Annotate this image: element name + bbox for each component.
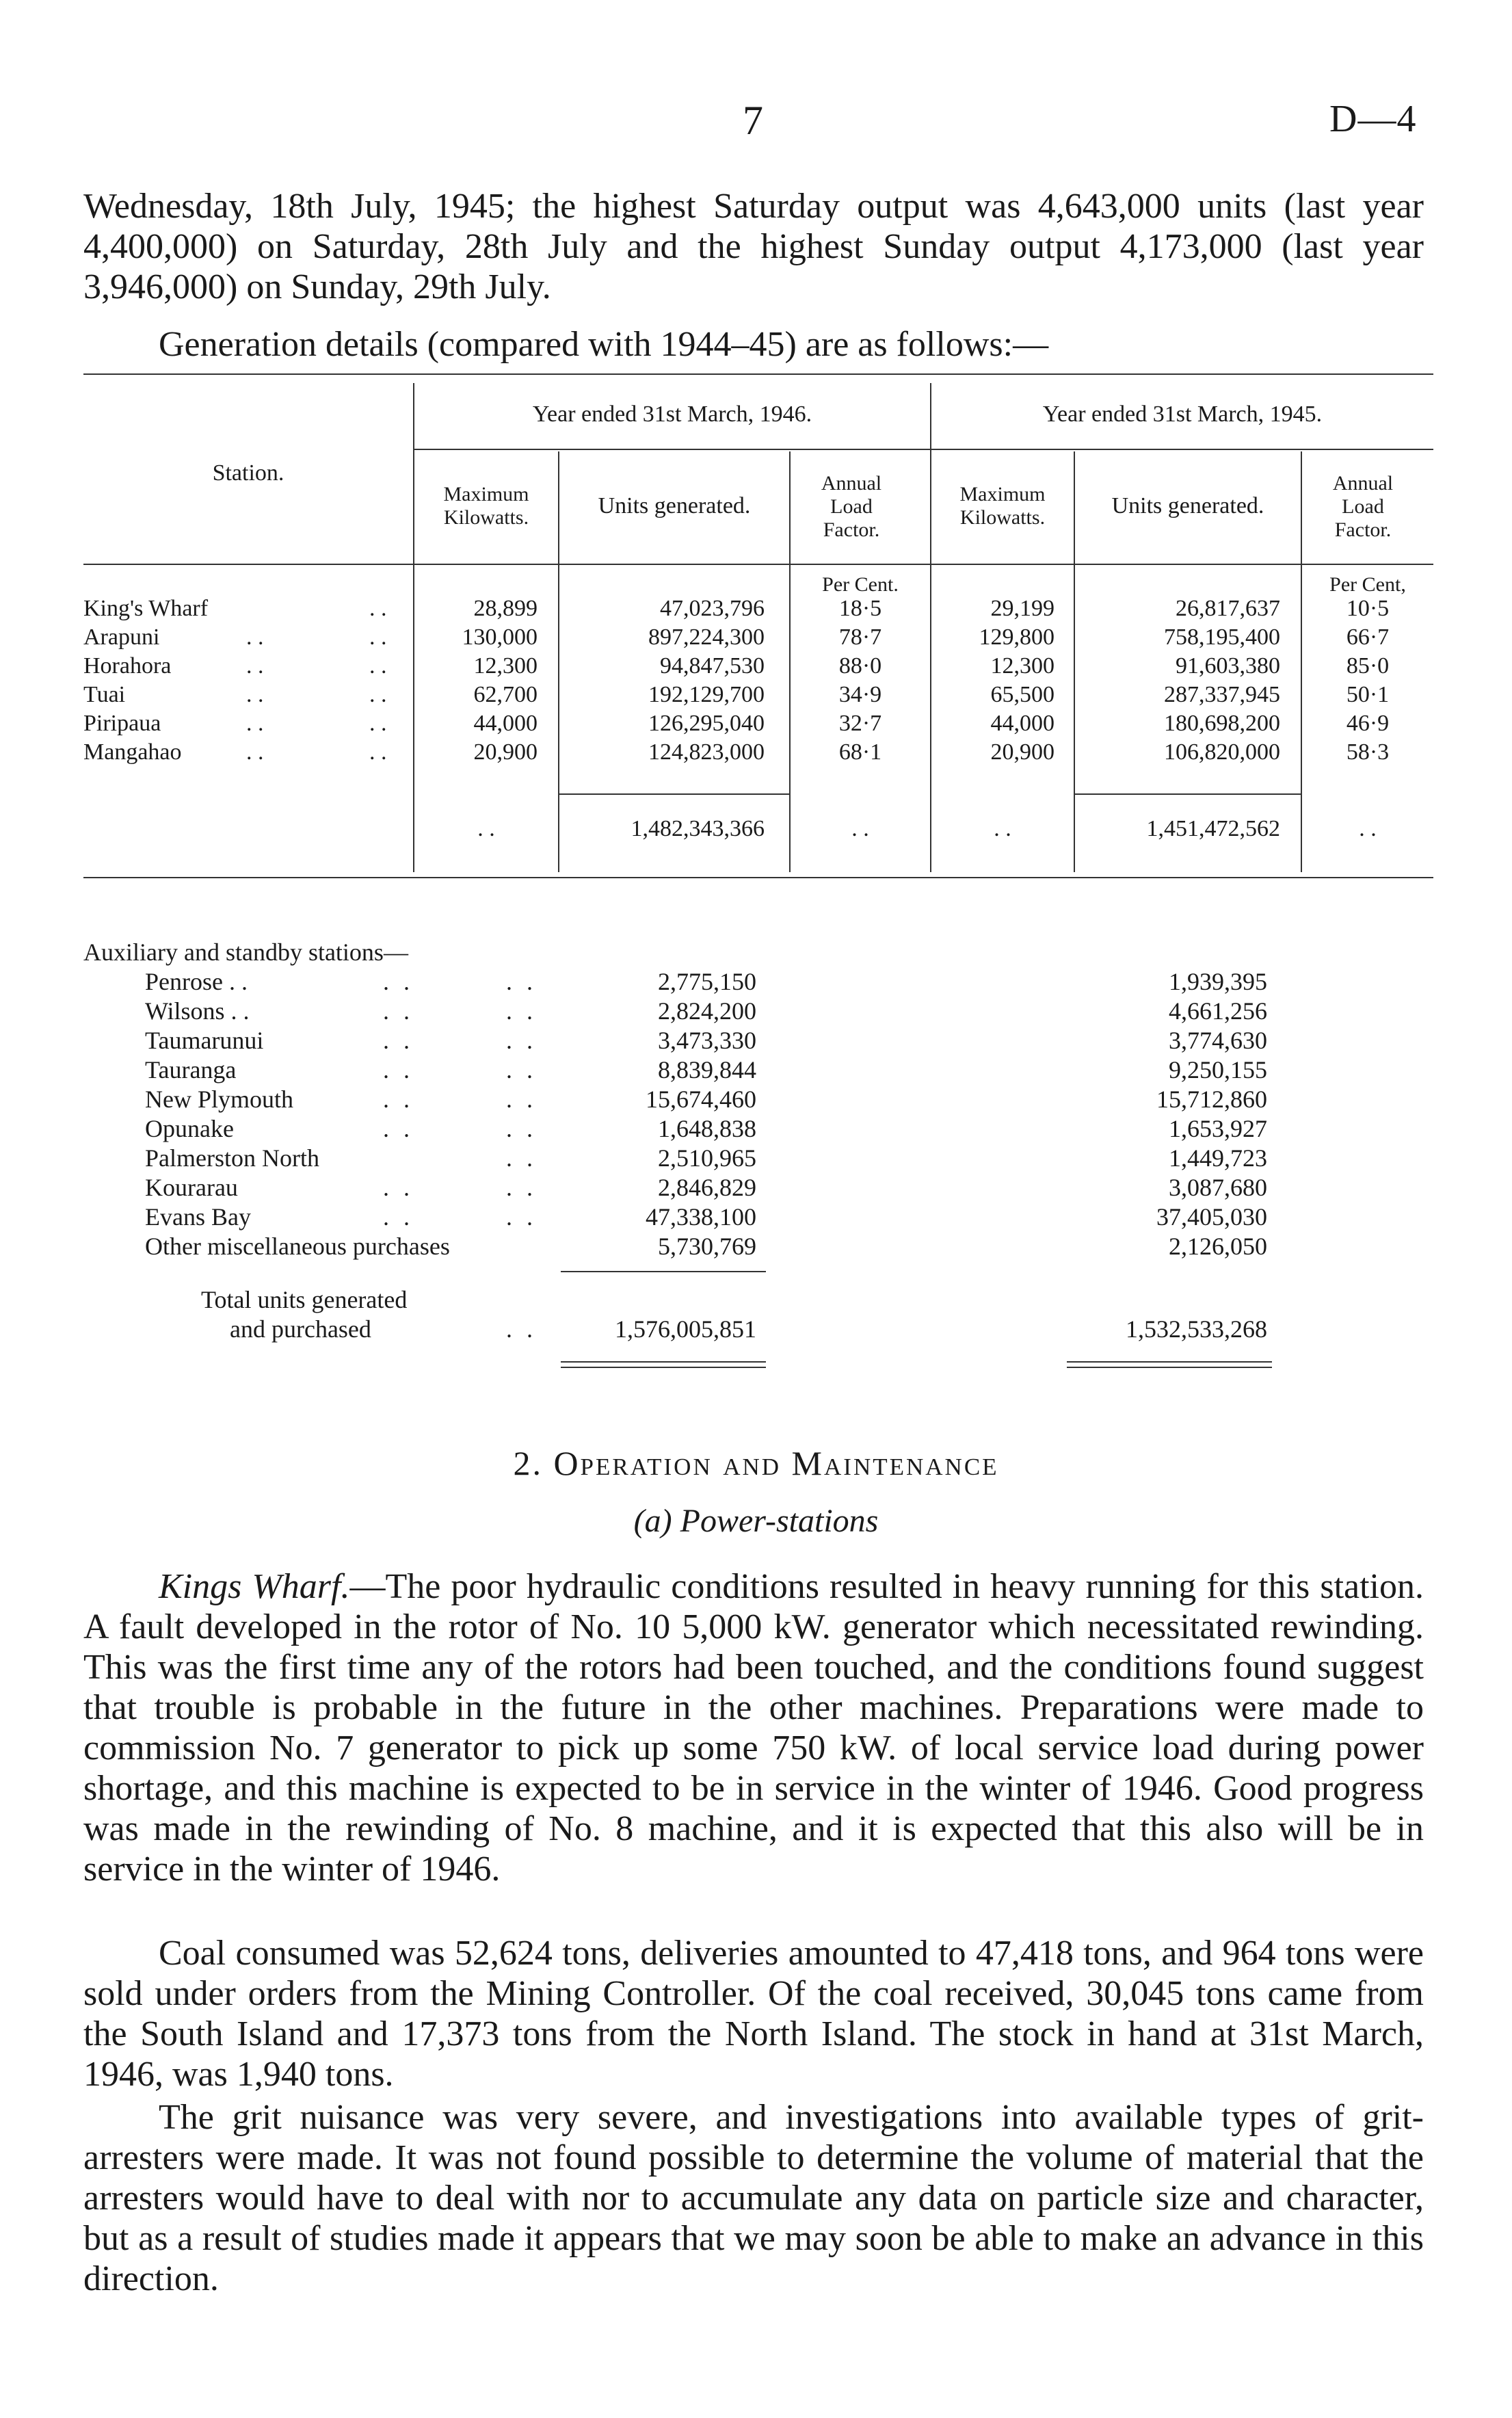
leader-dots: . . <box>506 968 537 995</box>
section-heading: 2. Operation and Maintenance <box>513 1444 999 1482</box>
station-name: Horahora <box>83 653 172 679</box>
table-row <box>0 1055 1512 1085</box>
station-name: Arapuni <box>83 625 160 650</box>
table-row <box>0 1144 1512 1173</box>
load-factor-1946: 78·7 <box>838 625 882 650</box>
aux-value-1945: 3,774,630 <box>1169 1027 1267 1054</box>
units-1946: 124,823,000 <box>648 739 765 765</box>
leader-dots: . . <box>506 1115 537 1142</box>
leader-dots: . . <box>383 1086 414 1113</box>
period-1945-header: Year ended 31st March, 1945. <box>1042 402 1323 427</box>
aux-station-name: Evans Bay <box>145 1203 251 1231</box>
load-factor-1945: 50·1 <box>1346 682 1390 707</box>
station-header: Station. <box>212 460 284 486</box>
leader-dots: . . <box>506 1027 537 1054</box>
station-name: King's Wharf <box>83 596 209 621</box>
leader-dots: . . <box>506 997 537 1025</box>
units-1945: 106,820,000 <box>1164 739 1280 765</box>
leader-dots: . . <box>383 1115 414 1142</box>
aux-value-1946: 2,824,200 <box>658 997 756 1025</box>
kings-wharf-text: —The poor hydraulic conditions resulted in heavy running for this station. A fault developed in the rotor of No. 10 5,000 kW. generator which necessitated rewinding. This was the first time any of the rotors had been touched, and the conditions found suggest that trouble is probable in the future in the other machines. Preparations were made to commission No. 7 generator to pick up some 750 kW. of local service load during power shortage, and this machine is expected to be in service in the winter of 1946. Good progress was made in the rewinding of No. 8 machine, and it is expected that this also will be in service in the winter of 1946. <box>83 1567 1424 1889</box>
units-1946: 126,295,040 <box>648 711 765 736</box>
max-kw-1946: 12,300 <box>473 653 538 679</box>
total-label-line-2: and purchased <box>230 1315 371 1343</box>
total-lf-1946-dots: . . <box>851 816 869 841</box>
units-1946: 47,023,796 <box>660 596 765 621</box>
load-factor-header-1945: Annual Load Factor. <box>1332 472 1394 541</box>
units-1945: 287,337,945 <box>1164 682 1280 707</box>
units-1946: 897,224,300 <box>648 625 765 650</box>
max-kw-1946: 20,900 <box>473 739 538 765</box>
leader-dots: . . <box>383 997 414 1025</box>
load-factor-1945: 85·0 <box>1346 653 1390 679</box>
max-kw-1945: 20,900 <box>990 739 1055 765</box>
coal-paragraph: Coal consumed was 52,624 tons, deliveries amounted to 47,418 tons, and 964 tons were sold under orders from the Mining Controller. Of the coal received, 30,045 tons came from the South Island and 17,373 tons from the North Island. The stock in hand at 31st March, 1946, was 1,940 tons. <box>83 1934 1424 2094</box>
aux-station-name: Penrose . . <box>145 968 248 995</box>
header-bottom-rule <box>83 564 1433 565</box>
max-kw-1945: 29,199 <box>990 596 1055 621</box>
load-factor-1946: 68·1 <box>838 739 882 765</box>
table-row <box>0 1232 1512 1261</box>
generation-intro: Generation details (compared with 1944–45) are as follows:— <box>159 325 1049 364</box>
aux-value-1945: 2,126,050 <box>1169 1233 1267 1260</box>
units-1945: 91,603,380 <box>1176 653 1280 679</box>
table-row <box>0 1085 1512 1114</box>
load-factor-1945: 46·9 <box>1346 711 1390 736</box>
table-row <box>0 997 1512 1026</box>
max-kw-1946: 28,899 <box>473 596 538 621</box>
aux-total-underline-1946 <box>561 1361 766 1363</box>
aux-value-1945: 9,250,155 <box>1169 1056 1267 1083</box>
aux-value-1946: 47,338,100 <box>646 1203 756 1231</box>
load-factor-1946: 34·9 <box>838 682 882 707</box>
leader-dots: . . <box>369 711 387 736</box>
leader-dots: . . <box>506 1086 537 1113</box>
aux-total-underline-1946b <box>561 1367 766 1368</box>
aux-total-underline-1945b <box>1067 1367 1272 1368</box>
leader-dots: . . <box>369 739 387 765</box>
aux-value-1945: 3,087,680 <box>1169 1174 1267 1201</box>
table-row <box>0 1026 1512 1055</box>
units-1946: 94,847,530 <box>660 653 765 679</box>
aux-value-1946: 1,648,838 <box>658 1115 756 1142</box>
document-reference: D—4 <box>1329 98 1417 140</box>
totals-rule-1945 <box>1075 793 1301 795</box>
max-kw-1945: 44,000 <box>990 711 1055 736</box>
grit-paragraph: The grit nuisance was very severe, and investigations into available types of grit-arresters were made. It was not found possible to determine the volume of material that the arresters would have to deal with nor to accumulate any data on particle size and character, but as a result of studies made it appears that we may soon be able to make an advance in this direction. <box>83 2098 1424 2298</box>
units-1946: 192,129,700 <box>648 682 765 707</box>
aux-total-row <box>0 1315 1512 1344</box>
table-bottom-rule <box>83 877 1433 878</box>
page-number: 7 <box>743 98 763 143</box>
aux-value-1945: 1,449,723 <box>1169 1144 1267 1172</box>
aux-value-1946: 2,510,965 <box>658 1144 756 1172</box>
aux-value-1945: 1,653,927 <box>1169 1115 1267 1142</box>
total-lf-1945-dots: . . <box>1359 816 1377 841</box>
load-factor-1945: 58·3 <box>1346 739 1390 765</box>
table-row <box>0 1114 1512 1144</box>
leader-dots: . . <box>369 653 387 679</box>
station-name: Piripaua <box>83 711 161 736</box>
per-cent-label-1945: Per Cent, <box>1329 573 1406 596</box>
period-1946-header: Year ended 31st March, 1946. <box>532 402 812 427</box>
leader-dots: . . <box>383 1203 414 1231</box>
leader-dots: . . <box>506 1315 537 1343</box>
aux-value-1946: 15,674,460 <box>646 1086 756 1113</box>
aux-station-name: Tauranga <box>145 1056 237 1083</box>
aux-total-1946: 1,576,005,851 <box>615 1315 756 1343</box>
period-rule <box>413 449 1433 450</box>
aux-value-1945: 15,712,860 <box>1156 1086 1267 1113</box>
table-row <box>0 967 1512 997</box>
units-1945: 180,698,200 <box>1164 711 1280 736</box>
kings-wharf-lead: Kings Wharf. <box>159 1567 350 1606</box>
units-header-1945: Units generated. <box>1111 493 1264 518</box>
leader-dots: . . <box>383 968 414 995</box>
load-factor-1946: 88·0 <box>838 653 882 679</box>
load-factor-1946: 32·7 <box>838 711 882 736</box>
aux-station-name: Opunake <box>145 1115 234 1142</box>
aux-total-1945: 1,532,533,268 <box>1126 1315 1267 1343</box>
aux-value-1945: 4,661,256 <box>1169 997 1267 1025</box>
aux-station-name: Kourarau <box>145 1174 238 1201</box>
leader-dots: . . <box>369 682 387 707</box>
aux-value-1945: 1,939,395 <box>1169 968 1267 995</box>
table-row <box>0 1173 1512 1203</box>
table-row <box>0 1203 1512 1232</box>
aux-value-1946: 3,473,330 <box>658 1027 756 1054</box>
aux-value-1946: 5,730,769 <box>658 1233 756 1260</box>
leader-dots: . . <box>369 596 387 621</box>
leader-dots: . . <box>246 625 264 650</box>
total-label-line-1: Total units generated <box>201 1286 408 1313</box>
max-kw-1945: 65,500 <box>990 682 1055 707</box>
leader-dots: . . <box>506 1174 537 1201</box>
aux-total-rule-1946 <box>561 1271 766 1272</box>
aux-value-1946: 2,846,829 <box>658 1174 756 1201</box>
units-header-1946: Units generated. <box>598 493 751 518</box>
load-factor-1946: 18·5 <box>838 596 882 621</box>
aux-total-underline-1945 <box>1067 1361 1272 1363</box>
aux-value-1945: 37,405,030 <box>1156 1203 1267 1231</box>
aux-station-name: Wilsons . . <box>145 997 250 1025</box>
max-kw-1946: 130,000 <box>462 625 538 650</box>
leader-dots: . . <box>369 625 387 650</box>
max-kw-1946: 62,700 <box>473 682 538 707</box>
aux-station-name: New Plymouth <box>145 1086 294 1113</box>
units-1945: 758,195,400 <box>1164 625 1280 650</box>
total-units-1945: 1,451,472,562 <box>1146 816 1280 841</box>
aux-value-1946: 2,775,150 <box>658 968 756 995</box>
leader-dots: . . <box>246 711 264 736</box>
leader-dots: . . <box>246 653 264 679</box>
subsection-heading: (a) Power-stations <box>633 1503 879 1539</box>
leader-dots: . . <box>506 1203 537 1231</box>
station-name: Mangahao <box>83 739 182 765</box>
table-top-rule <box>83 373 1433 375</box>
intro-paragraph: Wednesday, 18th July, 1945; the highest Saturday output was 4,643,000 units (last year 4,400,000) on Saturday, 28th July and the highest Sunday output 4,173,000 (last year 3,946,000) on Sunday, 29th July. <box>83 187 1424 306</box>
max-kw-1945: 129,800 <box>979 625 1055 650</box>
aux-value-1946: 8,839,844 <box>658 1056 756 1083</box>
total-units-1946: 1,482,343,366 <box>631 816 765 841</box>
max-kw-1945: 12,300 <box>990 653 1055 679</box>
leader-dots: . . <box>383 1027 414 1054</box>
leader-dots: . . <box>506 1144 537 1172</box>
leader-dots: . . <box>383 1056 414 1083</box>
units-1945: 26,817,637 <box>1176 596 1280 621</box>
kings-wharf-paragraph <box>83 1566 1424 1889</box>
load-factor-1945: 10·5 <box>1346 596 1390 621</box>
leader-dots: . . <box>506 1056 537 1083</box>
auxiliary-heading: Auxiliary and standby stations— <box>83 938 408 966</box>
aux-station-name: Other miscellaneous purchases <box>145 1233 450 1260</box>
per-cent-label-1946: Per Cent. <box>822 573 899 596</box>
leader-dots: . . <box>246 682 264 707</box>
totals-rule-1946 <box>559 793 789 795</box>
total-kw-1945-dots: . . <box>994 816 1011 841</box>
total-kw-1946-dots: . . <box>477 816 495 841</box>
aux-station-name: Palmerston North <box>145 1144 319 1172</box>
leader-dots: . . <box>383 1174 414 1201</box>
max-kw-1946: 44,000 <box>473 711 538 736</box>
load-factor-header-1946: Annual Load Factor. <box>821 472 882 541</box>
aux-station-name: Taumarunui <box>145 1027 264 1054</box>
max-kw-header-1946: Maximum Kilowatts. <box>443 483 529 529</box>
max-kw-header-1945: Maximum Kilowatts. <box>959 483 1046 529</box>
leader-dots: . . <box>246 739 264 765</box>
load-factor-1945: 66·7 <box>1346 625 1390 650</box>
station-name: Tuai <box>83 682 126 707</box>
